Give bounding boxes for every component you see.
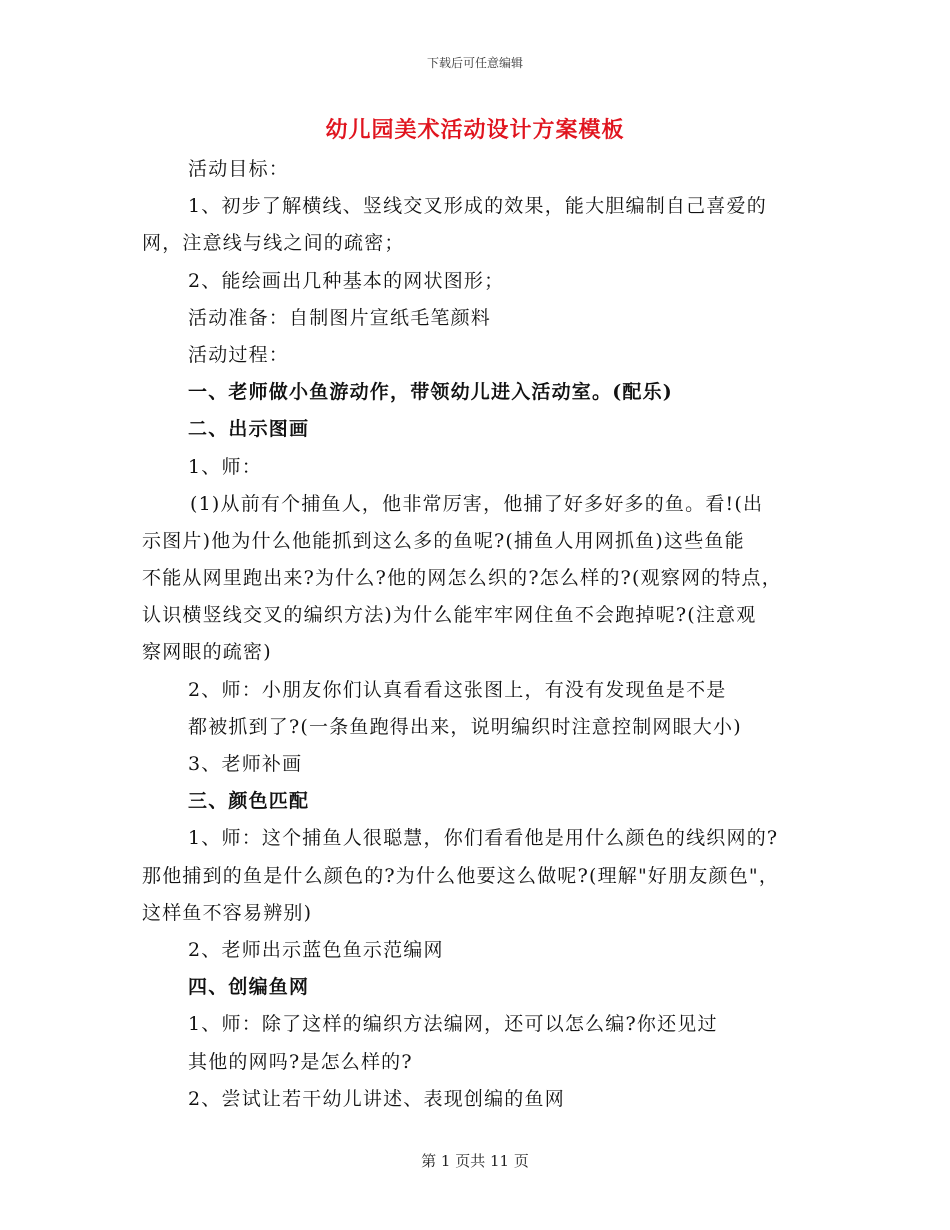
paragraph-line: 1、师：	[188, 456, 262, 478]
section-heading: 三、颜色匹配	[188, 790, 310, 812]
paragraph-line: 这样鱼不容易辨别)	[142, 902, 313, 924]
section-heading: 四、创编鱼网	[188, 976, 310, 998]
paragraph-line: 活动准备：自制图片宣纸毛笔颜料	[188, 307, 492, 329]
paragraph-line: 2、尝试让若干幼儿讲述、表现创编的鱼网	[188, 1088, 565, 1110]
document-title: 幼儿园美术活动设计方案模板	[325, 117, 625, 143]
paragraph-line: 2、老师出示蓝色鱼示范编网	[188, 939, 444, 961]
paragraph-line: 认识横竖线交叉的编织方法)为什么能牢牢网住鱼不会跑掉呢?(注意观	[142, 604, 757, 626]
paragraph-line: 网，注意线与线之间的疏密；	[142, 232, 405, 254]
header-note: 下载后可任意编辑	[426, 56, 523, 70]
paragraph-line: 那他捕到的鱼是什么颜色的?为什么他要这么做呢?(理解"好朋友颜色"，	[142, 865, 780, 887]
paragraph-line: 1、初步了解横线、竖线交叉形成的效果，能大胆编制自己喜爱的	[188, 195, 767, 217]
paragraph-line: 1、师：除了这样的编织方法编网，还可以怎么编?你还见过	[188, 1013, 718, 1035]
section-heading: 二、出示图画	[188, 418, 310, 440]
page-number: 第 1 页共 11 页	[421, 1152, 529, 1170]
paragraph-line: 2、能绘画出几种基本的网状图形；	[188, 270, 505, 292]
paragraph-line: 2、师：小朋友你们认真看看这张图上，有没有发现鱼是不是	[188, 679, 727, 701]
paragraph-line: 示图片)他为什么他能抓到这么多的鱼呢?(捕鱼人用网抓鱼)这些鱼能	[142, 530, 745, 552]
section-label-process: 活动过程：	[188, 344, 290, 366]
paragraph-line: 察网眼的疏密)	[142, 641, 272, 663]
section-label-goals: 活动目标：	[188, 158, 290, 180]
paragraph-line: 其他的网吗?是怎么样的?	[188, 1051, 413, 1073]
paragraph-line: 不能从网里跑出来?为什么?他的网怎么织的?怎么样的?(观察网的特点，	[142, 567, 782, 589]
paragraph-line: 3、老师补画	[188, 753, 303, 775]
paragraph-line: 都被抓到了?(一条鱼跑得出来，说明编织时注意控制网眼大小)	[188, 716, 742, 738]
section-heading: 一、老师做小鱼游动作，带领幼儿进入活动室。(配乐)	[188, 381, 673, 403]
paragraph-line: 1、师：这个捕鱼人很聪慧，你们看看他是用什么颜色的线织网的?	[188, 827, 779, 849]
paragraph-line: (1)从前有个捕鱼人，他非常厉害，他捕了好多好多的鱼。看!(出	[190, 493, 764, 515]
